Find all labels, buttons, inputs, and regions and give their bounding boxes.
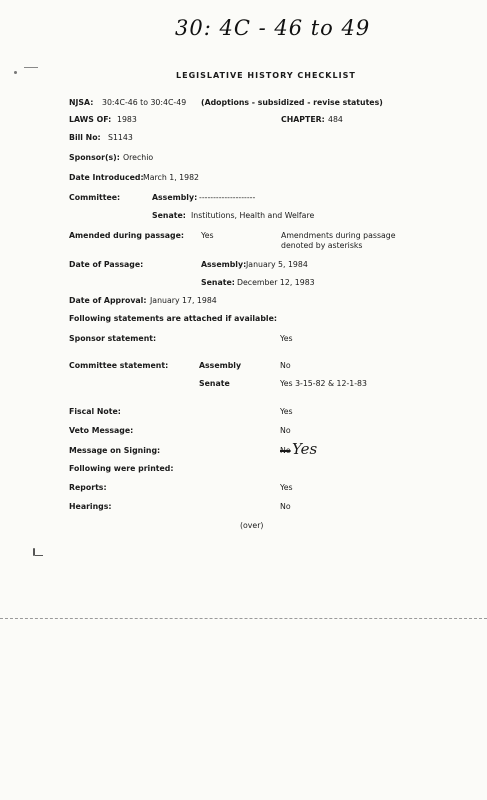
following-statements-heading: Following statements are attached if available:	[69, 314, 277, 323]
njsa-value: 30:4C-46 to 30:4C-49	[102, 98, 187, 107]
sponsor-statement-label: Sponsor statement:	[69, 334, 157, 343]
amended-note-line1: Amendments during passage	[281, 231, 396, 240]
fiscal-note-value: Yes	[280, 407, 293, 416]
laws-of-value: 1983	[117, 115, 137, 124]
committee-label: Committee:	[69, 193, 121, 202]
message-on-signing-label: Message on Signing:	[69, 446, 161, 455]
message-on-signing-struck-value: No	[280, 446, 291, 455]
sponsors-label: Sponsor(s):	[69, 153, 120, 162]
committee-assembly-label: Assembly:	[152, 193, 198, 202]
amended-note-line2: denoted by asterisks	[281, 241, 363, 250]
message-on-signing-handwritten-value: Yes	[292, 440, 318, 458]
passage-senate-label: Senate:	[201, 278, 235, 287]
sponsors-value: Orechio	[123, 153, 154, 162]
njsa-label: NJSA:	[69, 98, 94, 107]
chapter-value: 484	[328, 115, 343, 124]
date-introduced-label: Date Introduced:	[69, 173, 144, 182]
laws-of-label: LAWS OF:	[69, 115, 112, 124]
veto-message-value: No	[280, 426, 291, 435]
fiscal-note-label: Fiscal Note:	[69, 407, 121, 416]
hearings-label: Hearings:	[69, 502, 112, 511]
njsa-note: (Adoptions - subsidized - revise statutes)	[201, 98, 383, 107]
committee-statement-label: Committee statement:	[69, 361, 169, 370]
committee-senate-label: Senate:	[152, 211, 186, 220]
reports-label: Reports:	[69, 483, 107, 492]
passage-assembly-value: January 5, 1984	[246, 260, 308, 269]
page-title: LEGISLATIVE HISTORY CHECKLIST	[176, 71, 356, 80]
reports-value: Yes	[280, 483, 293, 492]
committee-statement-senate-value: Yes 3-15-82 & 12-1-83	[280, 379, 367, 388]
committee-assembly-value: --------------------	[199, 193, 256, 202]
amended-value: Yes	[201, 231, 214, 240]
hearings-value: No	[280, 502, 291, 511]
committee-statement-senate-label: Senate	[199, 379, 230, 388]
committee-statement-assembly-label: Assembly	[199, 361, 242, 370]
date-introduced-value: March 1, 1982	[143, 173, 200, 182]
date-of-approval-label: Date of Approval:	[69, 296, 147, 305]
scan-mark	[24, 67, 38, 68]
date-of-passage-label: Date of Passage:	[69, 260, 144, 269]
handwritten-header: 30: 4C - 46 to 49	[175, 16, 371, 40]
date-of-approval-value: January 17, 1984	[150, 296, 217, 305]
committee-statement-assembly-value: No	[280, 361, 291, 370]
over-note: (over)	[240, 521, 264, 530]
scan-mark	[14, 71, 17, 74]
sponsor-statement-value: Yes	[280, 334, 293, 343]
bill-no-value: S1143	[108, 133, 133, 142]
committee-senate-value: Institutions, Health and Welfare	[191, 211, 315, 220]
passage-assembly-label: Assembly:	[201, 260, 247, 269]
scan-mark	[35, 555, 43, 556]
bill-no-label: Bill No:	[69, 133, 101, 142]
amended-label: Amended during passage:	[69, 231, 185, 240]
scan-edge-line	[0, 618, 487, 619]
passage-senate-value: December 12, 1983	[237, 278, 315, 287]
veto-message-label: Veto Message:	[69, 426, 134, 435]
chapter-label: CHAPTER:	[281, 115, 325, 124]
following-printed-heading: Following were printed:	[69, 464, 174, 473]
